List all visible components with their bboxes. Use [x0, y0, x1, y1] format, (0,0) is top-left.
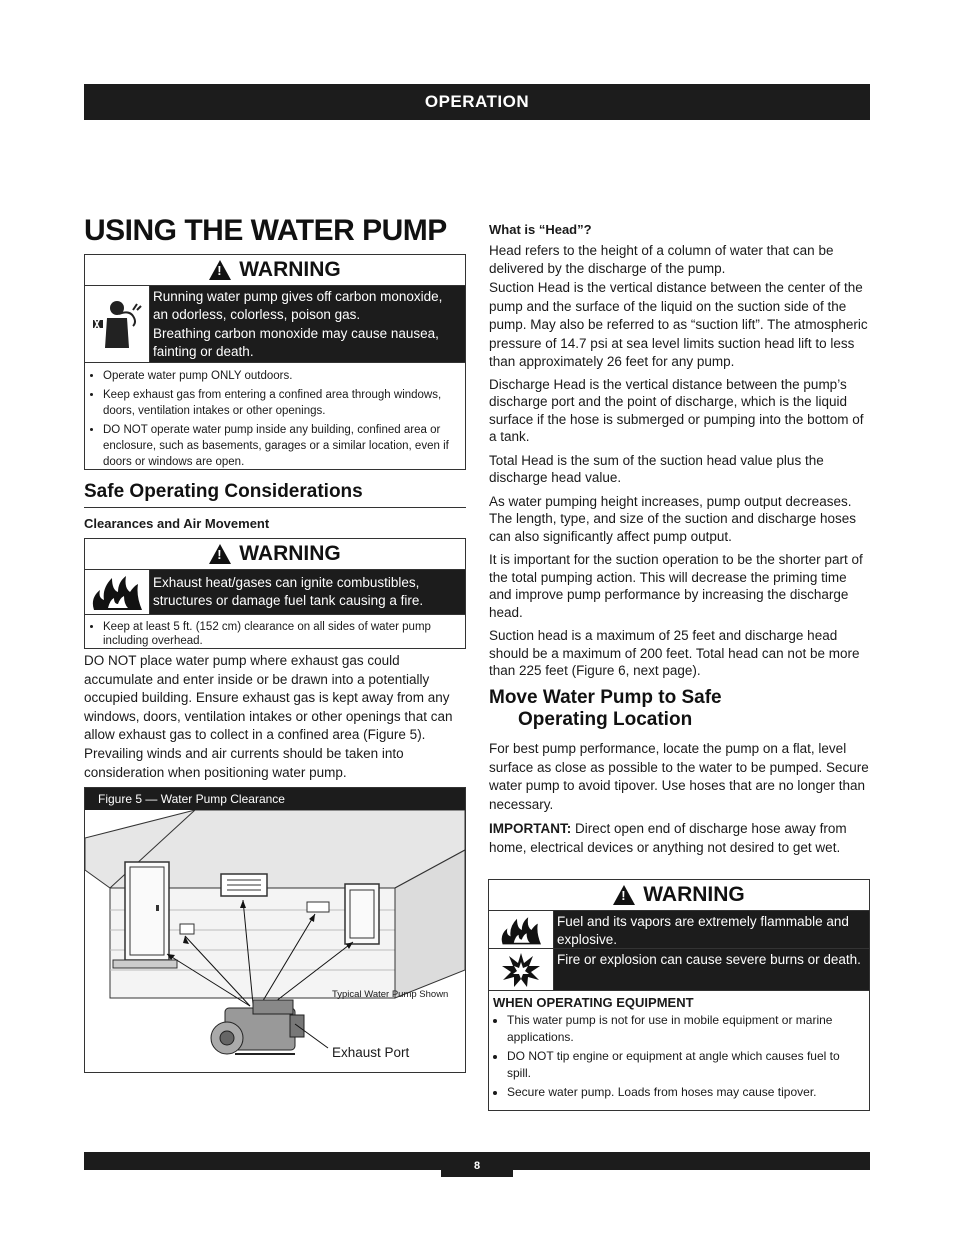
safe-operating-heading: Safe Operating Considerations	[84, 481, 363, 502]
hazard-text	[150, 286, 465, 362]
warning-triangle-icon	[209, 544, 231, 564]
warning-bullet: • DO NOT operate water pump inside any building, confined area or enclosure, such as basements, garages or a similar location, even if doors or windows are open.	[103, 422, 459, 470]
hazard-line: Running water pump gives off carbon monoxide, an odorless, colorless, poison gas.	[153, 289, 443, 322]
hazard-row	[489, 948, 869, 990]
head-paragraph: Suction head is a maximum of 25 feet and discharge head should be a maximum of 200 feet. Total head can not be more than 225 feet (Figure 6, next page).	[489, 628, 860, 679]
warning-bullet: • DO NOT tip engine or equipment at angle which causes fuel to spill.	[507, 1048, 863, 1081]
clearance-paragraph: DO NOT place water pump where exhaust gas could accumulate and enter inside or be drawn into a potentially occupied building. Ensure exhaust gas is kept away from any windows, doors, ventilation intakes or other openings that can allow exhaust gas to collect in a confined area (Figure 5). Prevailing winds and air currents should be taken into consideration when positioning water pump.	[84, 653, 453, 780]
important-note	[489, 820, 870, 857]
move-paragraph: For best pump performance, locate the pump on a flat, level surface as close as possible to the water to be pumped. Secure water pump to avoid tipover. Use hoses that are no longer than necessary.	[489, 741, 869, 812]
warning-bullet: • Keep at least 5 ft. (152 cm) clearance on all sides of water pump including overhead.	[103, 620, 459, 648]
warning-header	[85, 255, 465, 285]
page-number: 8	[441, 1152, 513, 1177]
warning-bullet: • This water pump is not for use in mobile equipment or marine applications.	[507, 1012, 863, 1045]
hazard-text: Fire or explosion can cause severe burns or death.	[554, 949, 869, 990]
page-title: USING THE WATER PUMP	[84, 214, 447, 247]
head-subheading: What is “Head”?	[489, 222, 592, 237]
head-paragraph: Suction Head is the vertical distance between the center of the pump and the surface of the liquid on the suction side of the pump. May also be referred to as “suction lift”. The atmospheric pressure of 14.7 psi at sea level limits suction head lift to less than approximately 26 feet for any pump.	[489, 280, 868, 370]
warning-triangle-icon	[613, 885, 635, 905]
head-paragraph: It is important for the suction operation to be the shorter part of the total pumping action. This will decrease the priming time and improve pump performance by increasing the discharge head.	[489, 552, 863, 620]
head-paragraph: Head refers to the height of a column of water that can be delivered by the discharge of the pump.	[489, 243, 834, 276]
head-paragraph: Discharge Head is the vertical distance between the pump’s discharge port and the point of discharge, which is the liquid surface if the hose is submerged or pumping into the bottom of a tank.	[489, 376, 864, 445]
hazard-row	[489, 910, 869, 948]
figure-caption: Figure 5 — Water Pump Clearance	[85, 788, 465, 810]
head-paragraph: Total Head is the sum of the suction head value plus the discharge head value.	[489, 452, 824, 486]
section-divider	[84, 507, 466, 508]
warning-label: WARNING	[643, 883, 745, 906]
fire-icon	[85, 570, 150, 614]
warning-bullet: • Keep exhaust gas from entering a confined area through windows, doors, ventilation intakes or other openings.	[103, 387, 459, 419]
warning-label: WARNING	[239, 542, 341, 565]
hazard-text: Fuel and its vapors are extremely flammable and explosive.	[554, 911, 869, 948]
explosion-icon	[489, 949, 554, 990]
move-pump-heading	[489, 687, 870, 731]
toxic-fumes-icon	[85, 286, 150, 362]
move-heading-line: Operating Location	[518, 709, 693, 730]
warning-box-carbon-monoxide	[84, 254, 466, 470]
operating-equipment-section	[489, 990, 869, 1010]
warning-bullet: • Secure water pump. Loads from hoses may cause tipover.	[507, 1084, 863, 1101]
exhaust-port-label: Exhaust Port	[332, 1045, 410, 1060]
fire-icon	[489, 911, 554, 948]
hazard-line: Breathing carbon monoxide may cause nausea, fainting or death.	[153, 326, 439, 359]
warning-label: WARNING	[239, 258, 341, 281]
warning-triangle-icon	[209, 260, 231, 280]
move-heading-line: Move Water Pump to Safe	[489, 687, 722, 708]
warning-bullet: • Operate water pump ONLY outdoors.	[103, 368, 459, 384]
section-header-bar	[84, 84, 870, 120]
water-pump-clearance-illustration	[85, 810, 465, 1072]
warning-box-fuel	[488, 879, 870, 1111]
hazard-text: Exhaust heat/gases can ignite combustibles, structures or damage fuel tank causing a fire.	[150, 570, 465, 614]
head-paragraph: As water pumping height increases, pump output decreases. The length, type, and size of the suction and discharge hoses can also significantly affect pump output.	[489, 493, 856, 544]
warning-bullet-list	[85, 614, 465, 654]
hazard-row	[85, 285, 465, 362]
important-label: IMPORTANT:	[489, 821, 572, 836]
figure-note: Typical Water Pump Shown	[332, 989, 449, 1000]
warning-bullet-list	[489, 1010, 869, 1107]
hazard-row	[85, 569, 465, 614]
head-section	[489, 242, 870, 680]
warning-header	[489, 880, 869, 910]
warning-box-fire	[84, 538, 466, 649]
warning-header	[85, 539, 465, 569]
important-text: Direct open end of discharge hose away from home, electrical devices or anything not desired to get wet.	[489, 821, 847, 855]
operating-equipment-subheading: WHEN OPERATING EQUIPMENT	[493, 995, 694, 1010]
section-header-title: OPERATION	[424, 92, 530, 111]
warning-bullet-list	[85, 362, 465, 476]
clearances-subheading: Clearances and Air Movement	[84, 516, 270, 531]
figure-5	[84, 787, 466, 1073]
